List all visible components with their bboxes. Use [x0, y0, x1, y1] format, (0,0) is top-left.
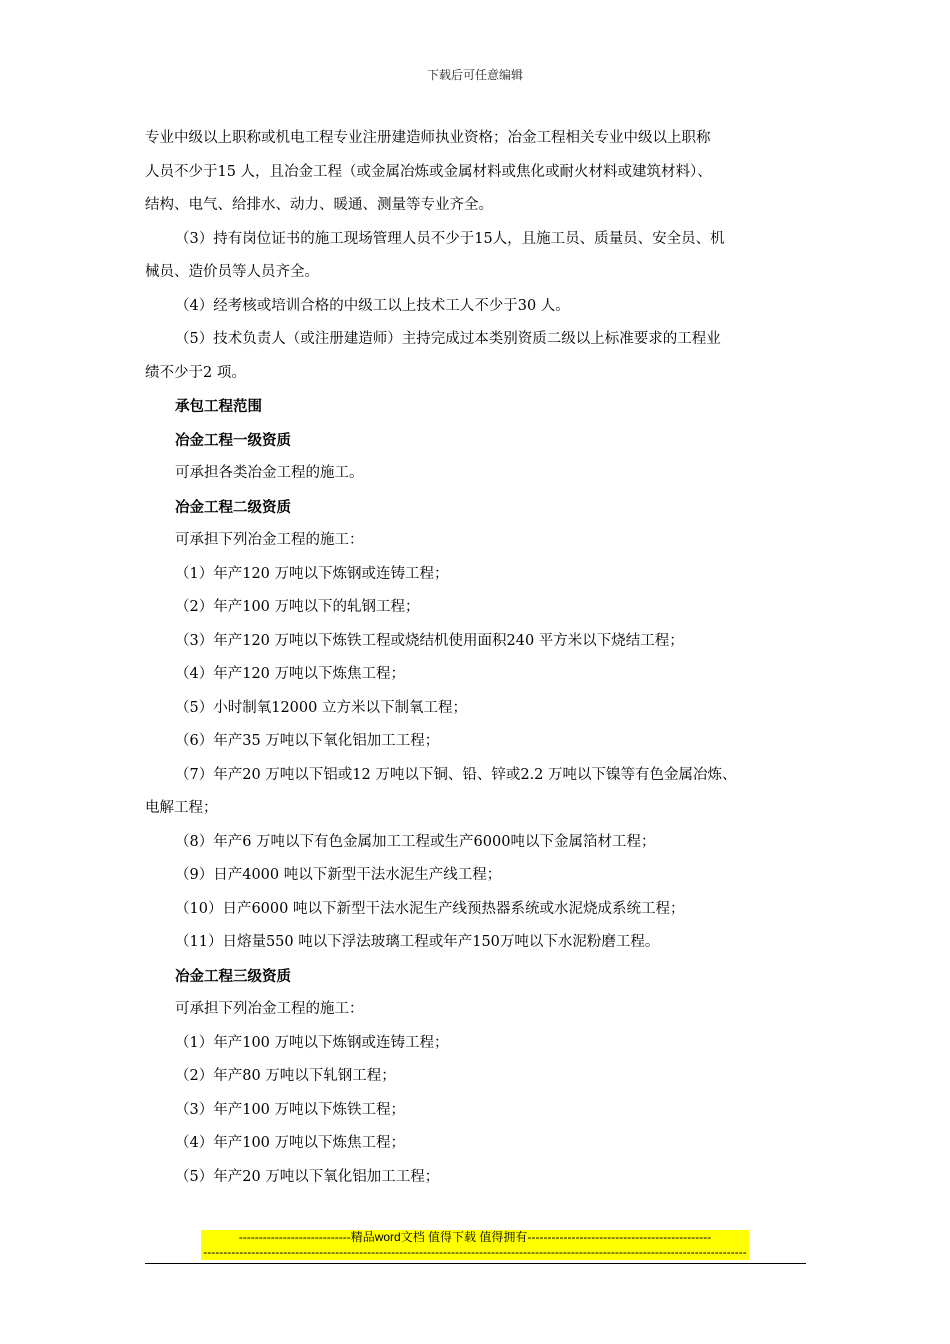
footer-rule	[145, 1263, 806, 1264]
paragraph-line: （11）日熔量550 吨以下浮法玻璃工程或年产150万吨以下水泥粉磨工程。	[175, 934, 660, 950]
paragraph-line: （2）年产100 万吨以下的轧钢工程；	[175, 599, 420, 615]
paragraph-line: 械员、造价员等人员齐全。	[145, 264, 319, 280]
paragraph-line: （8）年产6 万吨以下有色金属加工工程或生产6000吨以下金属箔材工程；	[175, 833, 656, 850]
paragraph-line: 可承担下列冶金工程的施工：	[175, 1001, 364, 1017]
paragraph-line: 人员不少于15 人，且冶金工程（或金属冶炼或金属材料或焦化或耐火材料或建筑材料）、	[145, 163, 712, 180]
paragraph-line: 绩不少于2 项。	[145, 364, 246, 381]
footer-banner-dashes: ----------------------------------------------------------------------------------------------------------------------------------------	[203, 1245, 747, 1259]
paragraph-line: （4）年产100 万吨以下炼焦工程；	[175, 1135, 406, 1151]
paragraph-line: （4）年产120 万吨以下炼焦工程；	[175, 666, 406, 682]
paragraph-line: 电解工程；	[145, 800, 218, 816]
footer-banner-text: ----------------------------精品word文档 值得下载 值得拥有----------------------------------------------	[238, 1230, 712, 1244]
paragraph-line: （1）年产120 万吨以下炼钢或连铸工程；	[175, 565, 449, 582]
paragraph-line: 可承担下列冶金工程的施工：	[175, 532, 364, 548]
document-body	[145, 122, 813, 1194]
paragraph-line: （7）年产20 万吨以下铝或12 万吨以下铜、铅、锌或2.2 万吨以下镍等有色金属冶炼、	[175, 766, 737, 783]
paragraph-line: （2）年产80 万吨以下轧钢工程；	[175, 1068, 396, 1084]
paragraph-line: （10）日产6000 吨以下新型干法水泥生产线预热器系统或水泥烧成系统工程；	[175, 900, 685, 917]
section-heading: 冶金工程一级资质	[175, 431, 291, 449]
paragraph-line: （5）年产20 万吨以下氧化铝加工工程；	[175, 1168, 440, 1185]
paragraph-line: （3）年产120 万吨以下炼铁工程或烧结机使用面积240 平方米以下烧结工程；	[175, 632, 684, 649]
section-heading: 冶金工程三级资质	[175, 967, 291, 985]
paragraph-line: （6）年产35 万吨以下氧化铝加工工程；	[175, 733, 440, 749]
section-heading: 承包工程范围	[175, 398, 262, 415]
paragraph-line: 结构、电气、给排水、动力、暖通、测量等专业齐全。	[145, 197, 493, 213]
paragraph-line: （5）技术负责人（或注册建造师）主持完成过本类别资质二级以上标准要求的工程业	[175, 331, 721, 347]
paragraph-line: （3）持有岗位证书的施工现场管理人员不少于15人，且施工员、质量员、安全员、机	[175, 230, 725, 247]
page-header: 下载后可任意编辑	[426, 68, 523, 82]
paragraph-line: （9）日产4000 吨以下新型干法水泥生产线工程；	[175, 867, 502, 883]
paragraph-line: （4）经考核或培训合格的中级工以上技术工人不少于30 人。	[175, 297, 570, 314]
paragraph-line: 可承担各类冶金工程的施工。	[175, 465, 364, 481]
paragraph-line: （1）年产100 万吨以下炼钢或连铸工程；	[175, 1034, 449, 1051]
paragraph-line: （3）年产100 万吨以下炼铁工程；	[175, 1101, 406, 1118]
section-heading: 冶金工程二级资质	[175, 498, 291, 516]
footer-banner	[201, 1230, 749, 1260]
paragraph-line: （5）小时制氧12000 立方米以下制氧工程；	[175, 699, 467, 716]
paragraph-line: 专业中级以上职称或机电工程专业注册建造师执业资格；冶金工程相关专业中级以上职称	[145, 130, 711, 146]
